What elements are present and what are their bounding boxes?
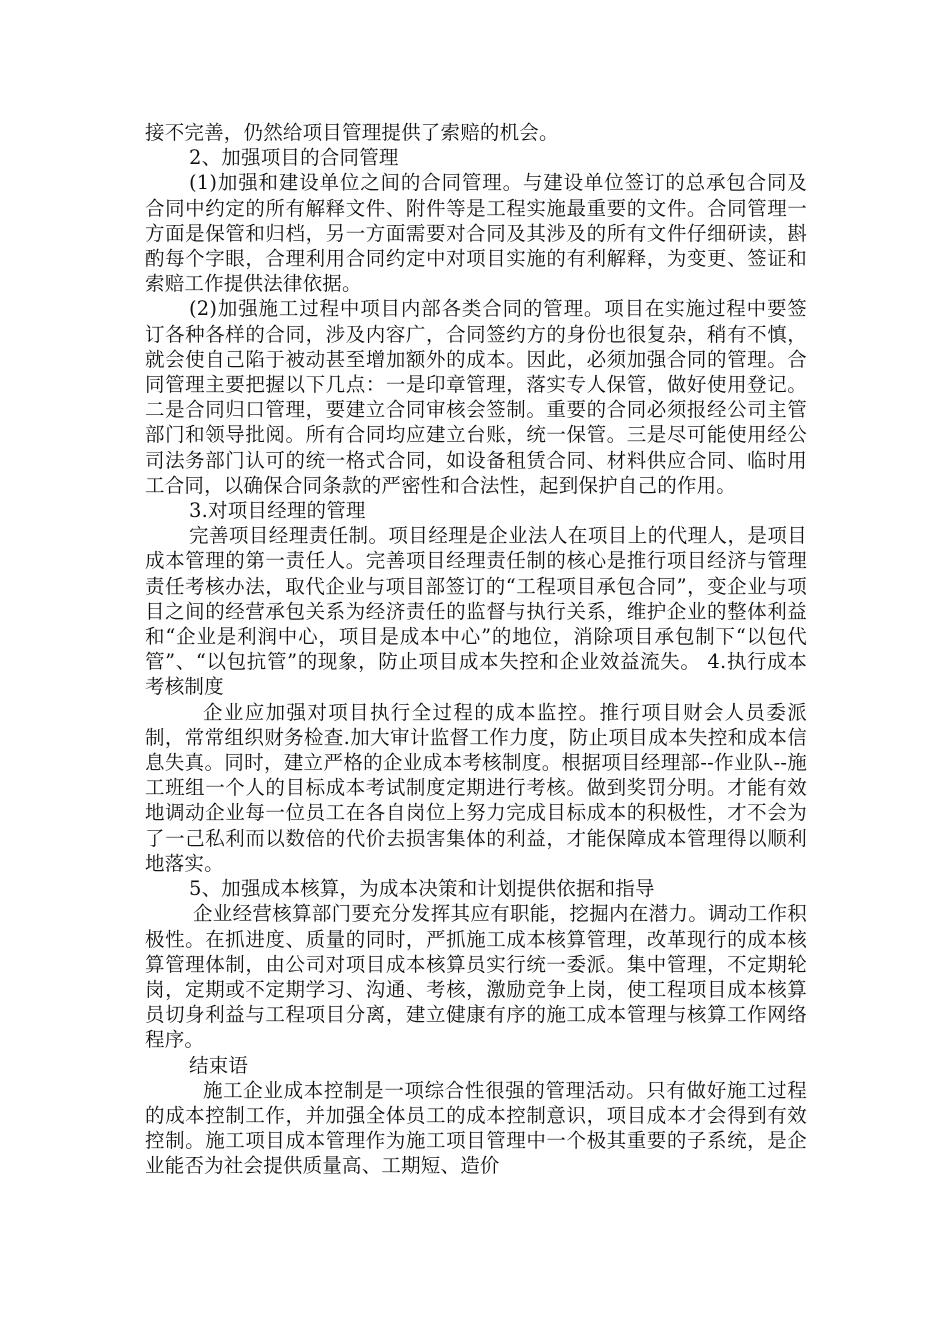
- paragraph-conclusion: 施工企业成本控制是一项综合性很强的管理活动。只有做好施工过程的成本控制工作，并加强全体员工的成本控制意识，项目成本才会得到有效控制。施工项目成本管理作为施工项目管理中一个极其重要的子系统，是企业能否为社会提供质量高、工期短、造价: [145, 1078, 807, 1178]
- paragraph-claims-opportunity: 接不完善，仍然给项目管理提供了索赔的机会。: [145, 121, 559, 144]
- heading-project-manager: 3.对项目经理的管理: [189, 499, 366, 523]
- paragraph-internal-contracts: (2)加强施工过程中项目内部各类合同的管理。项目在实施过程中要签订各种各样的合同，涉及内容广，合同签约方的身份也很复杂，稍有不慎，就会使自己陷于被动甚至增加额外的成本。因此，必须加强合同的管理。合同管理主要把握以下几点：一是印章管理，落实专人保管，做好使用登记。二是合同归口管理，要建立合同审核会签制。重要的合同必须报经公司主管部门和领导批阅。所有合同均应建立台账，统一保管。三是尽可能使用经公司法务部门认可的统一格式合同，如设备租赁合同、材料供应合同、临时用工合同，以确保合同条款的严密性和合法性，起到保护自己的作用。: [145, 297, 807, 497]
- paragraph-accounting-department: 企业经营核算部门要充分发挥其应有职能，挖掘内在潜力。调动工作积极性。在抓进度、质量的同时，严抓施工成本核算管理，改革现行的成本核算管理体制，由公司对项目成本核算员实行统一委派。集中管理，不定期轮岗，定期或不定期学习、沟通、考核，激励竞争上岗，使工程项目成本核算员切身利益与工程项目分离，建立健康有序的施工成本管理与核算工作网络程序。: [145, 902, 807, 1052]
- paragraph-manager-responsibility: 完善项目经理责任制。项目经理是企业法人在项目上的代理人，是项目成本管理的第一责任人。完善项目经理责任制的核心是推行项目经济与管理责任考核办法，取代企业与项目部签订的“工程项目承包合同”，变企业与项目之间的经营承包关系为经济责任的监督与执行关系，维护企业的整体利益和“企业是利润中心，项目是成本中心”的地位，消除项目承包制下“以包代管”、“以包抗管”的现象，防止项目成本失控和企业效益流失。 4.执行成本考核制度: [145, 524, 807, 699]
- heading-contract-management: 2、加强项目的合同管理: [189, 146, 399, 170]
- document-body: [145, 120, 807, 1179]
- heading-cost-accounting: 5、加强成本核算，为成本决策和计划提供依据和指导: [189, 877, 655, 901]
- paragraph-cost-assessment: 企业应加强对项目执行全过程的成本监控。推行项目财会人员委派制，常常组织财务检查.加大审计监督工作力度，防止项目成本失控和成本信息失真。同时，建立严格的企业成本考核制度。根据项目经理部--作业队--施工班组一个人的目标成本考试制度定期进行考核。做到奖罚分明。才能有效地调动企业每一位员工在各自岗位上努力完成目标成本的积极性，才不会为了一己私利而以数倍的代价去损害集体的利益，才能保障成本管理得以顺利地落实。: [145, 700, 807, 875]
- heading-conclusion: 结束语: [189, 1053, 249, 1077]
- paragraph-owner-contract: (1)加强和建设单位之间的合同管理。与建设单位签订的总承包合同及合同中约定的所有解释文件、附件等是工程实施最重要的文件。合同管理一方面是保管和归档，另一方面需要对合同及其涉及的所有文件仔细研读，斟酌每个字眼，合理利用合同约定中对项目实施的有利解释，为变更、签证和索赔工作提供法律依据。: [145, 171, 807, 296]
